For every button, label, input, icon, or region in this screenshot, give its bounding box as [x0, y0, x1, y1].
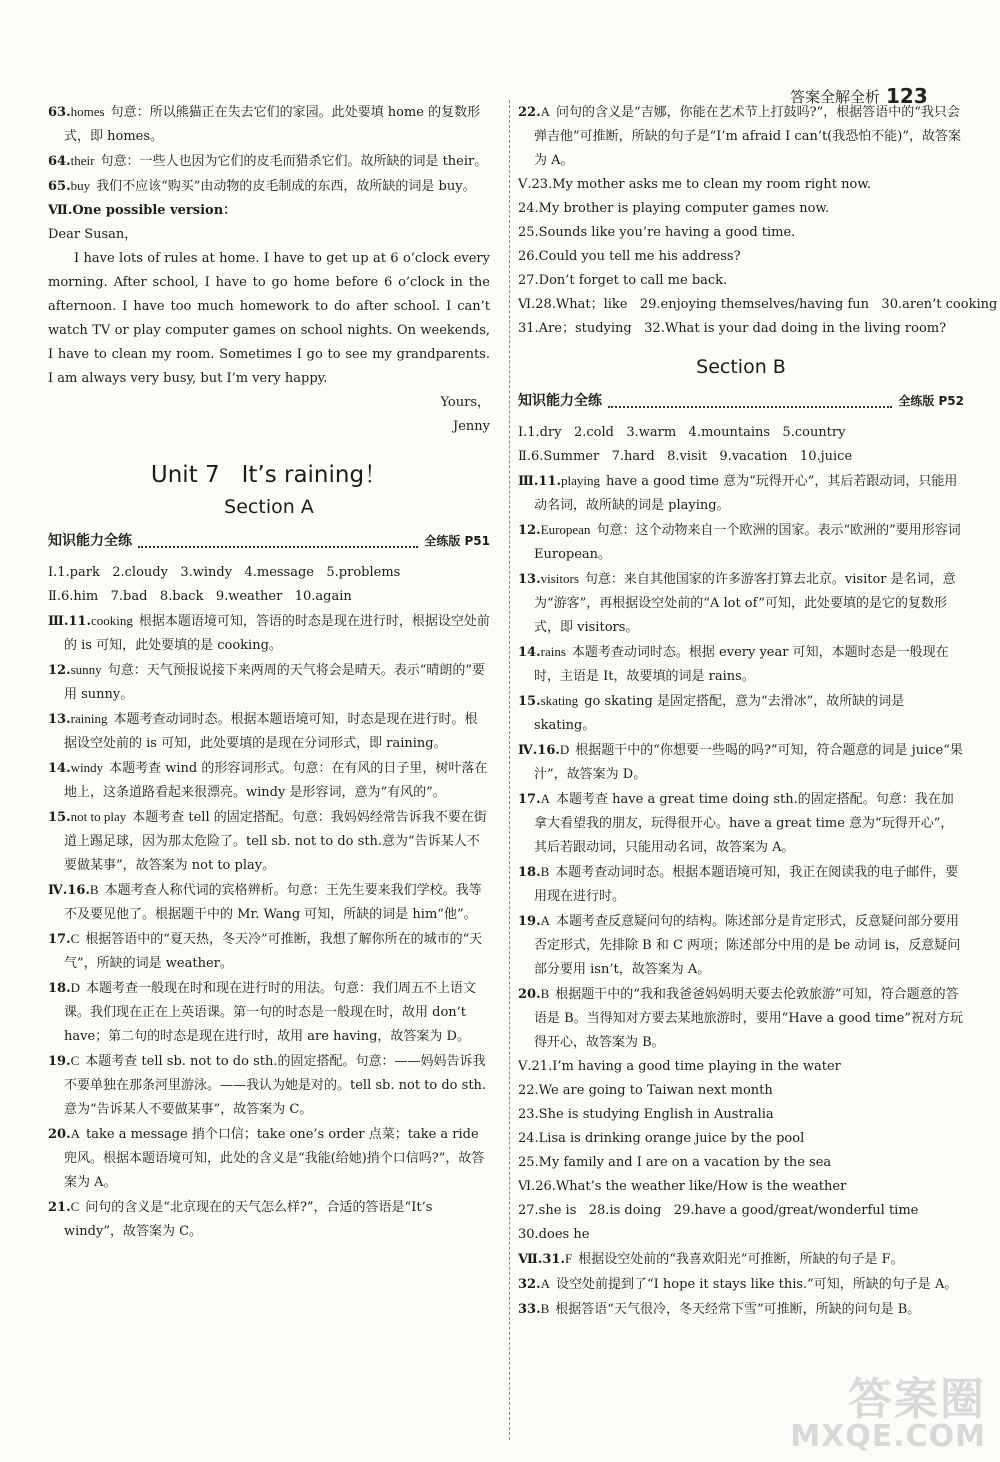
item-number: 15.: [518, 694, 541, 709]
answer-line: 25.Sounds like you’re having a good time.: [518, 225, 796, 240]
answer-line: 22.We are going to Taiwan next month: [518, 1083, 773, 1098]
answer-list-a: [48, 609, 490, 1244]
item-explanation: 根据题干中的“你想要一些喝的吗?”可知，符合题意的词是 juice“果汁”，故答案为 D。: [534, 743, 963, 782]
answer-item: [48, 609, 490, 658]
letter-signature: Jenny: [453, 419, 490, 434]
item-answer: A: [540, 1276, 551, 1291]
practice-bar-b-label: 知识能力全练: [518, 393, 602, 409]
item-number: 18.: [518, 865, 541, 880]
practice-bar-b: [518, 389, 964, 413]
practice-bar-b-ref: 全练版 P52: [898, 394, 964, 408]
item-answer: A: [70, 1126, 81, 1141]
item-explanation: 句意：所以熊猫正在失去它们的家园。此处要填 home 的复数形式，即 homes。: [64, 105, 481, 144]
item-answer: A: [540, 104, 551, 119]
answer-line: 25.My family and I are on a vacation by the sea: [518, 1155, 832, 1170]
answer-line: Ⅴ.21.I’m having a good time playing in the water: [518, 1059, 841, 1074]
answer-list-right-top: [518, 100, 964, 173]
item-number: 14.: [48, 761, 71, 776]
item-answer: B: [540, 986, 550, 1001]
item-explanation: have a good time 意为“玩得开心”，其后若跟动词，只能用动名词，故所缺的词是 playing。: [534, 474, 958, 513]
answer-line: 23.She is studying English in Australia: [518, 1107, 774, 1122]
answer-item: [48, 878, 490, 927]
item-answer: buy: [70, 178, 91, 193]
item-explanation: 本题考查 wind 的形容词形式。句意：在有风的日子里，树叶落在地上，这条道路看起来很漂亮。windy 是形容词，意为“有风的”。: [64, 761, 488, 800]
answer-line: 24.Lisa is drinking orange juice by the pool: [518, 1131, 805, 1146]
dotted-leader: [138, 546, 418, 548]
section-a-title: Section A: [224, 496, 314, 518]
item-explanation: 句意：来自其他国家的许多游客打算去北京。visitor 是名词，意为“游客”，再根据设空处前的“A lot of”可知，此处要填的是它的复数形式，即 visitors。: [534, 572, 956, 635]
item-explanation: 句意：天气预报说接下来两周的天气将会是晴天。表示“晴朗的”要用 sunny。: [64, 663, 485, 702]
answer-line: 30.does he: [518, 1227, 590, 1242]
item-explanation: 根据本题语境可知，答语的时态是现在进行时，根据设空处前的 is 可知，此处要填的是 cooking。: [64, 614, 490, 653]
item-number: 32.: [518, 1277, 541, 1292]
item-answer: raining: [70, 711, 108, 726]
item-number: Ⅳ.16.: [518, 743, 560, 758]
answer-list-left-top: [48, 100, 490, 199]
item-number: Ⅶ.31.: [518, 1252, 565, 1267]
answer-item: [518, 1272, 964, 1297]
item-explanation: 句意：一些人也因为它们的皮毛而猎杀它们。故所缺的词是 their。: [100, 154, 488, 169]
letter-greeting: Dear Susan，: [48, 227, 138, 242]
item-explanation: 本题考查动词时态。根据本题语境可知，我正在阅读我的电子邮件，要用现在进行时。: [534, 865, 959, 904]
item-explanation: 本题考查 tell 的固定搭配。句意：我妈妈经常告诉我不要在街道上踢足球，因为那太危险了。tell sb. not to do sth.意为“告诉某人不要做某事”，故答案为 not to play。: [64, 810, 487, 873]
item-explanation: 本题考查动词时态。根据本题语境可知，时态是现在进行时。根据设空处前的 is 可知，此处要填的是现在分词形式，即 raining。: [64, 712, 478, 751]
item-number: 15.: [48, 810, 71, 825]
item-answer: their: [70, 153, 95, 168]
answer-item: [48, 756, 490, 805]
page-number: 123: [886, 84, 928, 108]
answer-list-b-2: [518, 1247, 964, 1322]
answer-item: [48, 174, 490, 199]
item-number: 21.: [48, 1200, 71, 1215]
item-number: 33.: [518, 1302, 541, 1317]
item-number: 17.: [48, 932, 71, 947]
item-number: 12.: [48, 663, 71, 678]
answer-lines-a: [48, 561, 490, 609]
answer-list-b: [518, 469, 964, 1055]
item-answer: cooking: [90, 613, 133, 628]
letter-heading-num: Ⅶ.: [48, 203, 73, 218]
answer-line: Ⅵ.28.What；like 29.enjoying themselves/having fun 30.aren’t cooking: [518, 297, 998, 312]
item-explanation: 本题考查一般现在时和现在进行时的用法。句意：我们周五不上语文课。我们现在正在上英语课。第一句的时态是一般现在时，故用 don’t have；第二句的时态是现在进行时，故用 are having，故答案为 D。: [64, 981, 477, 1044]
item-number: Ⅲ.11.: [48, 614, 91, 629]
item-explanation: 本题考查反意疑问句的结构。陈述部分是肯定形式，反意疑问部分要用否定形式，先排除 B 和 C 两项；陈述部分中用的是 be 动词 is，反意疑问部分要用 isn’t，故答案为 A。: [534, 914, 961, 977]
item-answer: A: [540, 791, 551, 806]
answer-lines-right-a: [518, 173, 998, 341]
answer-line: 26.Could you tell me his address?: [518, 249, 741, 264]
left-column: [48, 100, 490, 1244]
right-column: [518, 100, 998, 1322]
item-explanation: 本题考查 tell sb. not to do sth.的固定搭配。句意：——妈妈告诉我不要单独在那条河里游泳。——我认为她是对的。tell sb. not to do sth.意为“告诉某人不要做某事”，故答案为 C。: [64, 1054, 487, 1117]
letter-closing: Yours，: [440, 395, 490, 410]
item-answer: European: [540, 522, 591, 537]
answer-line: Ⅰ.1.dry 2.cold 3.warm 4.mountains 5.country: [518, 425, 846, 440]
answer-item: [518, 567, 964, 640]
letter-body: I have lots of rules at home. I have to get up at 6 o’clock every morning. After school, I have to go home before 6 o’clock in the afternoon. I have too much homework to do after school. I can’t watch TV or play computer games on school nights. On weekends, I have to clean my room. Sometimes I go to see my grandparents. I am always very busy, but I’m very happy.: [48, 251, 490, 386]
item-answer: visitors: [540, 571, 579, 586]
practice-bar-a-ref: 全练版 P51: [424, 534, 490, 548]
answer-line: 31.Are；studying 32.What is your dad doing in the living room?: [518, 321, 947, 336]
answer-line: Ⅵ.26.What’s the weather like/How is the weather: [518, 1179, 847, 1194]
answer-item: [518, 860, 964, 909]
item-answer: sunny: [70, 662, 102, 677]
column-divider: [509, 100, 510, 1440]
item-explanation: 问句的含义是“北京现在的天气怎么样?”，合适的答语是“It’s windy”，故答案为 C。: [64, 1200, 433, 1239]
item-number: Ⅲ.11.: [518, 474, 561, 489]
item-explanation: 设空处前提到了“I hope it stays like this.”可知，所缺的句子是 A。: [556, 1277, 958, 1292]
answer-item: [48, 805, 490, 878]
answer-lines-b: [518, 421, 964, 469]
answer-line: 24.My brother is playing computer games now.: [518, 201, 830, 216]
answer-item: [518, 689, 964, 738]
answer-lines-b-2: [518, 1055, 964, 1247]
item-explanation: 根据答语“天气很冷，冬天经常下雪”可推断，所缺的问句是 B。: [555, 1302, 921, 1317]
answer-line: Ⅱ.6.Summer 7.hard 8.visit 9.vacation 10.juice: [518, 449, 853, 464]
item-answer: playing: [560, 473, 600, 488]
item-answer: rains: [540, 644, 566, 659]
item-answer: homes: [70, 104, 105, 119]
answer-item: [518, 100, 964, 173]
dotted-leader: [608, 406, 892, 408]
item-answer: F: [564, 1251, 573, 1266]
answer-item: [48, 1122, 490, 1195]
sample-letter: [48, 199, 490, 439]
practice-bar-a: [48, 529, 490, 553]
answer-item: [48, 927, 490, 976]
practice-bar-a-label: 知识能力全练: [48, 533, 132, 549]
item-number: 20.: [48, 1127, 71, 1142]
answer-item: [518, 909, 964, 982]
answer-item: [518, 1297, 964, 1322]
item-number: 22.: [518, 105, 541, 120]
watermark-line2: MXQE.COM: [790, 1419, 986, 1454]
item-number: 13.: [48, 712, 71, 727]
item-number: 18.: [48, 981, 71, 996]
answer-item: [518, 1247, 964, 1272]
answer-line: 27.she is 28.is doing 29.have a good/great/wonderful time: [518, 1203, 919, 1218]
item-number: 14.: [518, 645, 541, 660]
item-explanation: 本题考查人称代词的宾格辨析。句意：王先生要来我们学校。我等不及要见他了。根据题干中的 Mr. Wang 可知，所缺的词是 him“他”。: [64, 883, 482, 922]
item-explanation: go skating 是固定搭配，意为“去滑冰”，故所缺的词是 skating。: [534, 694, 905, 733]
item-number: 65.: [48, 179, 71, 194]
item-number: 19.: [48, 1054, 71, 1069]
letter-heading: One possible version：: [72, 203, 237, 218]
item-number: 12.: [518, 523, 541, 538]
item-answer: B: [540, 1301, 550, 1316]
item-answer: B: [89, 882, 99, 897]
item-answer: A: [540, 913, 551, 928]
answer-item: [518, 640, 964, 689]
item-number: 17.: [518, 792, 541, 807]
answer-item: [48, 976, 490, 1049]
item-explanation: 我们不应该“购买”由动物的皮毛制成的东西，故所缺的词是 buy。: [96, 179, 476, 194]
answer-item: [48, 100, 490, 149]
answer-item: [48, 658, 490, 707]
item-explanation: take a message 捎个口信；take one’s order 点菜；take a ride 兜风。根据本题语境可知，此处的含义是“我能(给她)捎个口信吗?”，故答案为 A。: [64, 1127, 485, 1190]
answer-item: [48, 149, 490, 174]
item-answer: C: [70, 931, 80, 946]
item-answer: not to play: [70, 809, 127, 824]
answer-item: [518, 518, 964, 567]
answer-line: Ⅰ.1.park 2.cloudy 3.windy 4.message 5.problems: [48, 565, 401, 580]
answer-item: [518, 469, 964, 518]
item-answer: skating: [540, 693, 579, 708]
item-number: 13.: [518, 572, 541, 587]
header-title: 答案全解全析: [790, 88, 881, 106]
answer-line: Ⅱ.6.him 7.bad 8.back 9.weather 10.again: [48, 589, 352, 604]
item-explanation: 问句的含义是“吉娜，你能在艺术节上打鼓吗?”，根据答语中的“我只会弹吉他”可推断，所缺的句子是“I’m afraid I can’t(我恐怕不能)”，故答案为 A。: [534, 105, 961, 168]
answer-item: [48, 707, 490, 756]
item-explanation: 本题考查动词时态。根据 every year 可知，本题时态是一般现在时，主语是 It，故要填的词是 rains。: [534, 645, 949, 684]
item-number: 19.: [518, 914, 541, 929]
item-number: 20.: [518, 987, 541, 1002]
answer-item: [518, 738, 964, 787]
item-answer: windy: [70, 760, 104, 775]
item-explanation: 根据设空处前的“我喜欢阳光”可推断，所缺的句子是 F。: [578, 1252, 904, 1267]
item-answer: B: [540, 864, 550, 879]
item-answer: C: [70, 1199, 80, 1214]
item-number: 64.: [48, 154, 71, 169]
answer-item: [48, 1049, 490, 1122]
item-answer: D: [70, 980, 81, 995]
item-answer: C: [70, 1053, 80, 1068]
answer-item: [518, 787, 964, 860]
unit-title: Unit 7 It’s raining！: [150, 462, 388, 488]
watermark-line1: 答案圈: [848, 1374, 986, 1425]
item-explanation: 根据答语中的“夏天热，冬天冷”可推断，我想了解你所在的城市的“天气”，所缺的词是 weather。: [64, 932, 483, 971]
answer-item: [518, 982, 964, 1055]
answer-item: [48, 1195, 490, 1244]
item-number: Ⅳ.16.: [48, 883, 90, 898]
item-explanation: 根据题干中的“我和我爸爸妈妈明天要去伦敦旅游”可知，符合题意的答语是 B。当得知对方要去某地旅游时，要用“Have a good time”祝对方玩得开心，故答案为 B。: [534, 987, 963, 1050]
item-number: 63.: [48, 105, 71, 120]
item-explanation: 句意：这个动物来自一个欧洲的国家。表示“欧洲的”要用形容词 European。: [534, 523, 961, 562]
answer-line: 27.Don’t forget to call me back.: [518, 273, 728, 288]
section-b-title: Section B: [696, 356, 786, 378]
item-answer: D: [559, 742, 570, 757]
item-explanation: 本题考查 have a great time doing sth.的固定搭配。句意：我在加拿大看望我的朋友，玩得很开心。have a great time 意为“玩得开心”，其后若跟动词，只能用动名词，故答案为 A。: [534, 792, 954, 855]
watermark-logo: [790, 1374, 986, 1454]
answer-line: Ⅴ.23.My mother asks me to clean my room right now.: [518, 177, 872, 192]
